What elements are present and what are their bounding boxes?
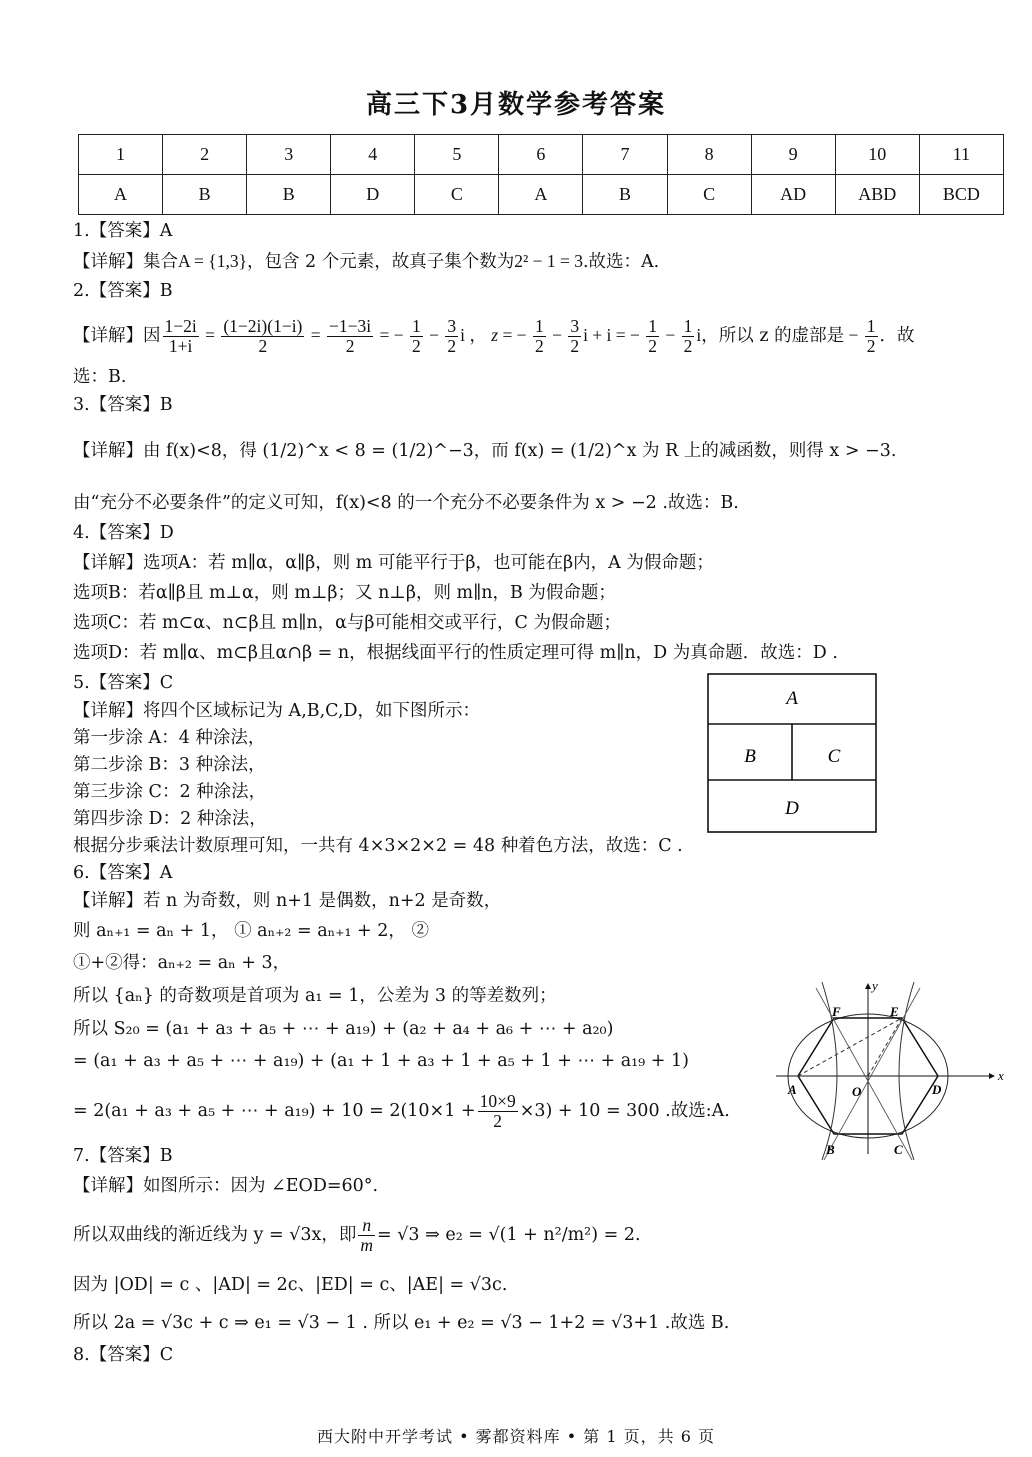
segment-ae [798, 1018, 902, 1076]
q5-step-2: 第二步涂 B：3 种涂法， [73, 755, 266, 775]
q2-frac-denominator: 2 [345, 336, 355, 356]
q1-answer: 1.【答案】A [73, 221, 173, 241]
question-number: 9 [751, 135, 835, 175]
q2-frac-numerator: 3 [447, 316, 457, 336]
q7-answer: 7.【答案】B [73, 1146, 173, 1166]
q5-step-4: 第四步涂 D：2 种涂法， [73, 809, 267, 829]
q2-detail-mid: ，所以 z 的虚部是 [701, 326, 845, 346]
q7-line-4: 所以 2a = √3c + c ⇒ e₁ = √3 − 1 . 所以 e₁ + e₂ = √3 − 1+2 = √3+1 .故选 B. [73, 1313, 730, 1333]
q7-line-1: 【详解】如图所示：因为 ∠EOD=60°. [73, 1176, 379, 1196]
q5-step-1: 第一步涂 A：4 种涂法， [73, 728, 266, 748]
q6-frac-denominator: 2 [493, 1111, 503, 1131]
q2-fraction [533, 317, 546, 356]
q4-option-c: 选项C：若 m⊂α、n⊂β且 m∥n，α与β可能相交或平行，C 为假命题； [73, 613, 621, 633]
point-a-label: A [788, 1082, 797, 1097]
q2-fraction [163, 317, 199, 356]
x-axis-label: x [998, 1068, 1004, 1083]
q3-detail: 【详解】由 f(x)<8，得 (1/2)^x < 8 = (1/2)^−3，而 f(x) = (1/2)^x 为 R 上的减函数，则得 x > −3. [73, 441, 897, 461]
q6-answer: 6.【答案】A [73, 863, 173, 883]
q1-detail-end: .故选：A. [582, 252, 660, 272]
q5-detail: 【详解】将四个区域标记为 A,B,C,D，如下图所示： [73, 701, 481, 721]
q1-calc: 2² − 1 = 3 [514, 251, 583, 271]
q2-frac-numerator: (1−2i)(1−i) [223, 316, 303, 336]
question-number: 1 [79, 135, 163, 175]
question-number: 11 [919, 135, 1003, 175]
q7-line-2-lead: 所以双曲线的渐近线为 y = √3x，即 [73, 1225, 357, 1245]
q6-line-6: = (a₁ + a₃ + a₅ + ⋯ + a₁₉) + (a₁ + 1 + a₃ + 1 + a₅ + 1 + ⋯ + a₁₉ + 1) [73, 1051, 689, 1071]
answer-cell: AD [751, 175, 835, 215]
question-number: 8 [667, 135, 751, 175]
question-number: 3 [247, 135, 331, 175]
region-label-c: C [827, 746, 841, 767]
q2-continuation: 选：B. [73, 367, 127, 387]
q2-frac-numerator: 1 [412, 316, 421, 336]
q2-fraction [327, 317, 373, 356]
q5-step-3: 第三步涂 C：2 种涂法， [73, 782, 267, 802]
q2-frac-denominator: 2 [258, 336, 268, 356]
page-title: 高三下3月数学参考答案 [365, 90, 667, 120]
answer-cell: B [163, 175, 247, 215]
q6-line-5: 所以 S₂₀ = (a₁ + a₃ + a₅ + ⋯ + a₁₉) + (a₂ + a₄ + a₆ + ⋯ + a₂₀) [73, 1019, 614, 1039]
q1-detail-lead: 【详解】集合 [73, 252, 178, 272]
q2-frac-numerator: 1 [866, 316, 876, 336]
q4-answer: 4.【答案】D [73, 523, 174, 543]
answer-cell: A [499, 175, 583, 215]
q7-frac-numerator: n [358, 1216, 375, 1236]
question-number: 5 [415, 135, 499, 175]
q2-frac-denominator: 2 [447, 336, 457, 356]
q2-frac-denominator: 2 [683, 336, 693, 356]
q7-frac-denominator: m [360, 1235, 374, 1255]
q7-line-3: 因为 |OD| = c 、|AD| = 2c、|ED| = c、|AE| = √3c. [73, 1275, 508, 1295]
answer-table-number-row [79, 135, 1004, 175]
q6-line-4: 所以 {aₙ} 的奇数项是首项为 a₁ = 1，公差为 3 的等差数列； [73, 986, 557, 1006]
q2-frac-denominator: 2 [866, 336, 876, 356]
region-label-a: A [786, 688, 798, 709]
q6-line-1: 【详解】若 n 为奇数，则 n+1 是偶数，n+2 是奇数， [73, 891, 502, 911]
q2-frac-numerator: 1 [648, 316, 658, 336]
q6-line-3: ①+②得：aₙ₊₂ = aₙ + 3， [73, 953, 291, 973]
q1-detail [73, 250, 1008, 273]
region-label-d: D [785, 798, 799, 819]
answer-cell: D [331, 175, 415, 215]
point-d-label: D [932, 1082, 942, 1097]
q2-detail-lead: 【详解】因 [73, 326, 161, 346]
q8-answer: 8.【答案】C [73, 1345, 174, 1365]
answer-cell: C [667, 175, 751, 215]
answer-cell: BCD [919, 175, 1003, 215]
answer-cell: B [247, 175, 331, 215]
q2-detail: 【详解】因 $\frac{1-2i}{1+i}$ = $\frac{(1-2i)(1-i)}{2}$ = $\frac{-1-3i}{2}$ = − $\frac{1}{2}$ − $\frac{3}{2}$ i ， z = − $\frac{1}{2}$ − $\frac{3}{2}$ i + i = − $\frac{1}{2}$ − $\frac{1}{2}$ i，所以 z 的虚部是 − $\frac{1}{2}$ ．故 [73, 316, 915, 356]
question-number: 2 [163, 135, 247, 175]
point-c-label: C [894, 1142, 903, 1157]
point-f-label: F [832, 1004, 841, 1019]
q2-frac-denominator: 2 [648, 336, 658, 356]
q2-frac-numerator: 1 [683, 316, 693, 336]
region-diagram [706, 672, 878, 834]
q4-option-a: 【详解】选项A：若 m∥α，α∥β，则 m 可能平行于β，也可能在β内，A 为假命题； [73, 553, 714, 573]
answer-cell: ABD [835, 175, 919, 215]
q1-detail-mid: ，包含 2 个元素，故真子集个数为 [246, 252, 515, 272]
point-e-label: E [890, 1004, 899, 1019]
q2-frac-denominator: 2 [412, 336, 421, 356]
answer-cell: B [583, 175, 667, 215]
q2-frac-numerator: 1 [534, 316, 544, 336]
q5-conclusion: 根据分步乘法计数原理可知，一共有 4×3×2×2 = 48 种着色方法，故选：C . [73, 836, 683, 856]
q6-line-7-end: ×3) + 10 = 300 .故选:A. [519, 1101, 730, 1121]
q2-fraction [410, 317, 423, 356]
q2-frac-numerator: −1−3i [329, 316, 372, 336]
q6-line-2: 则 aₙ₊₁ = aₙ + 1， ① aₙ₊₂ = aₙ₊₁ + 2， ② [73, 921, 429, 941]
q2-fraction [568, 317, 581, 356]
point-o-label: O [852, 1084, 862, 1099]
q3-continuation: 由“充分不必要条件”的定义可知，f(x)<8 的一个充分不必要条件为 x > −2 .故选：B. [73, 493, 739, 513]
segment-oe [868, 1018, 902, 1076]
q2-frac-denominator: 1+i [168, 336, 193, 356]
q1-set: A = {1,3} [178, 251, 247, 271]
q4-option-d: 选项D：若 m∥α、m⊂β且α∩β = n，根据线面平行的性质定理可得 m∥n，D 为真命题．故选：D . [73, 643, 838, 663]
q6-frac-numerator: 10×9 [479, 1091, 516, 1111]
page-footer: 西大附中开学考试 • 雾都资料库 • 第 1 页，共 6 页 [317, 1427, 715, 1446]
q7-line-2 [73, 1210, 1008, 1260]
answer-table [78, 134, 1004, 215]
answer-cell: A [79, 175, 163, 215]
q3-answer: 3.【答案】B [73, 395, 173, 415]
q2-frac-numerator: 1−2i [164, 316, 197, 336]
question-number: 6 [499, 135, 583, 175]
q2-frac-denominator: 2 [570, 336, 580, 356]
question-number: 4 [331, 135, 415, 175]
q2-fraction [682, 317, 695, 356]
q4-option-b: 选项B：若α∥β且 m⊥α，则 m⊥β；又 n⊥β，则 m∥n，B 为假命题； [73, 583, 616, 603]
question-number: 10 [835, 135, 919, 175]
q7-line-2-end: = √3 ⇒ e₂ = √(1 + n²/m²) = 2. [377, 1225, 641, 1245]
q5-answer: 5.【答案】C [73, 673, 174, 693]
q2-answer: 2.【答案】B [73, 281, 173, 301]
q2-detail-end: ．故 [879, 326, 915, 346]
region-label-b: B [744, 746, 756, 767]
y-axis-label: y [872, 978, 878, 993]
q2-frac-numerator: 3 [570, 316, 580, 336]
q6-line-7-lead: = 2(a₁ + a₃ + a₅ + ⋯ + a₁₉) + 10 = 2(10×1 + [73, 1101, 476, 1121]
q2-fraction [445, 317, 458, 356]
point-b-label: B [826, 1142, 835, 1157]
answer-table-answer-row [79, 175, 1004, 215]
conic-diagram [770, 976, 1004, 1160]
q2-fraction [646, 317, 659, 356]
q2-fraction [221, 317, 304, 356]
q2-fraction [865, 317, 878, 356]
q7-fraction [358, 1216, 375, 1255]
question-number: 7 [583, 135, 667, 175]
answer-cell: C [415, 175, 499, 215]
q2-frac-denominator: 2 [534, 336, 544, 356]
q6-fraction [478, 1092, 518, 1131]
